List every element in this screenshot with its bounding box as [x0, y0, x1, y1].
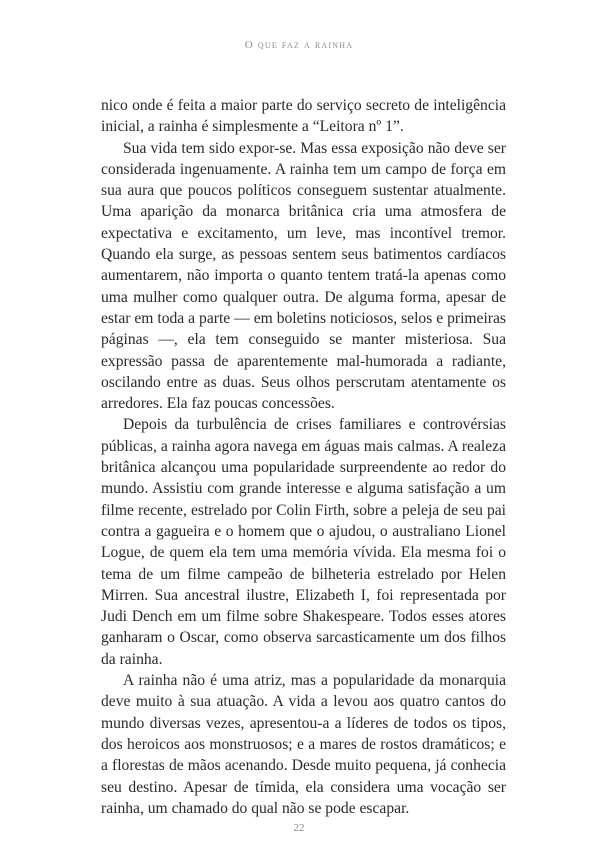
paragraph: Sua vida tem sido expor-se. Mas essa exposição não deve ser considerada ingenuamente. A rainha tem um campo de força em sua aura que poucos políticos conseguem sustentar atualmente. Uma aparição da monarca britânica cria uma atmosfera de expectativa e excitamento, um leve, mas incontível tremor. Quando ela surge, as pessoas sentem seus batimentos cardíacos aumentarem, não importa o quanto tentem tratá-la apenas como uma mulher como qualquer outra. De alguma forma, apesar de estar em toda a parte — em boletins noticiosos, selos e primeiras páginas —, ela tem conseguido se manter misteriosa. Sua expressão passa de aparentemente mal-humorada a radiante, oscilando entre as duas. Seus olhos perscrutam atentamente os arredores. Ela faz poucas concessões. [101, 139, 506, 413]
paragraph-continuation: nico onde é feita a maior parte do serviço secreto de inteligência inicial, a rainha é simplesmente a “Leitora nº 1”. [101, 97, 506, 136]
running-header: O que faz a rainha [244, 39, 354, 51]
paragraph: A rainha não é uma atriz, mas a popularidade da monarquia deve muito à sua atuação. A vida a levou aos quatro cantos do mundo diversas vezes, apresentou-a a líderes de todos os tipos, dos heroicos aos monstruosos; e a mares de rostos dramáticos; e a florestas de mãos acenando. Desde muito pequena, já conhecia seu destino. Apesar de tímida, ela considera uma vocação ser rainha, um chamado do qual não se pode escapar. [101, 672, 506, 817]
paragraph: Depois da turbulência de crises familiares e controvérsias públicas, a rainha agora navega em águas mais calmas. A realeza britânica alcançou uma popularidade surpreendente ao redor do mundo. Assistiu com grande interesse e alguma satisfação a um filme recente, estrelado por Colin Firth, sobre a peleja de seu pai contra a gagueira e o homem que o ajudou, o australiano Lionel Logue, de quem ela tem uma memória vívida. Ela mesma foi o tema de um filme campeão de bilheteria estrelado por Helen Mirren. Sua ancestral ilustre, Elizabeth I, foi representada por Judi Dench em um filme sobre Shakespeare. Todos esses atores ganharam o Oscar, como observa sarcasticamente um dos filhos da rainha. [101, 416, 506, 668]
body-text [101, 95, 506, 819]
page-number: 22 [293, 822, 305, 834]
